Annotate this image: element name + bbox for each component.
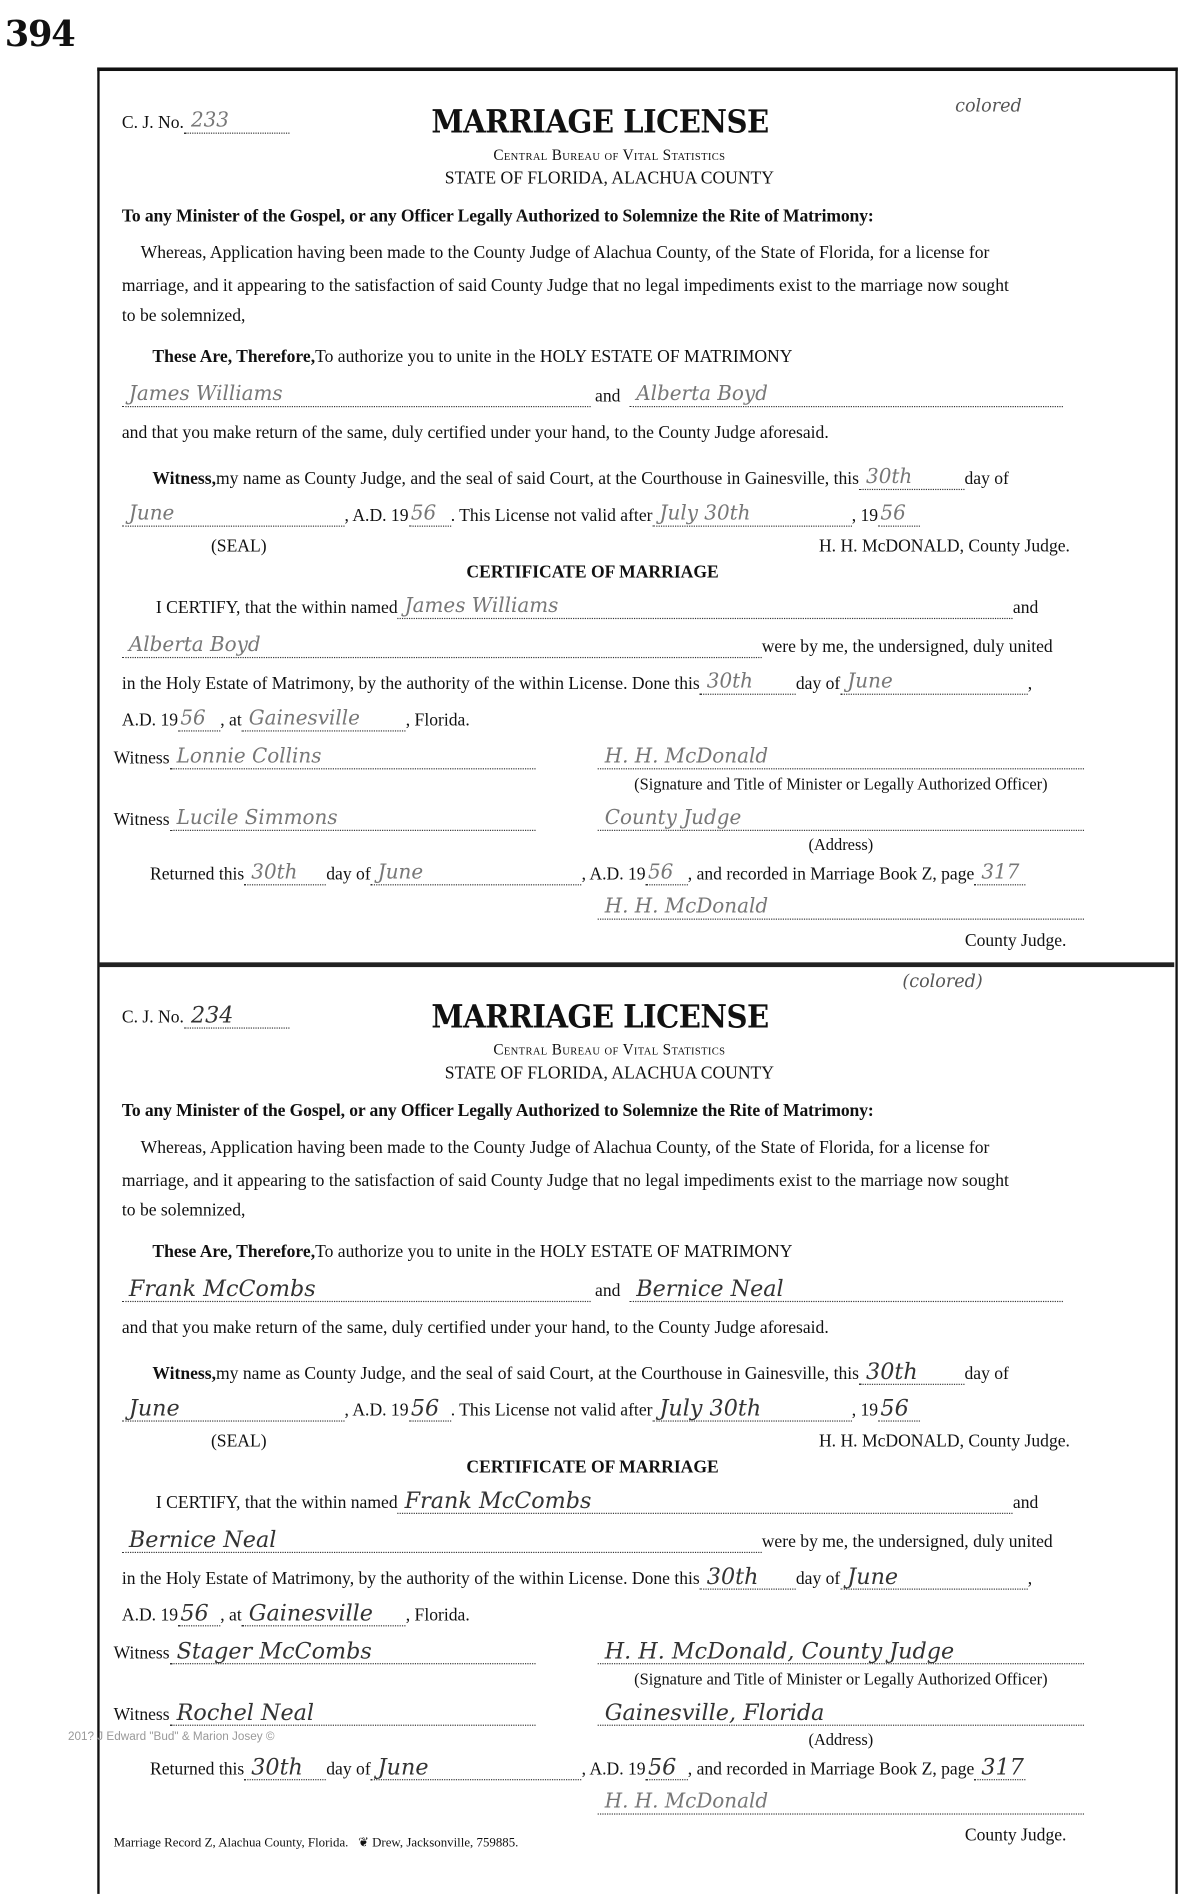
cert-name-1-field: [398, 594, 1013, 619]
witness-2-line: [114, 808, 536, 830]
ad-label: , A.D. 19: [344, 506, 409, 526]
valid-after-field-handwriting: July 30th: [659, 1395, 762, 1422]
valid-year-field-handwriting: 56: [880, 501, 906, 526]
witness-line: [152, 1358, 1009, 1385]
signature-caption: (Signature and Title of Minister or Legally Authorized Officer): [634, 776, 1048, 795]
valid-year-label: , 19: [851, 1401, 879, 1421]
witness-bold: Witness,: [152, 1364, 217, 1384]
returned-month-field-handwriting: June: [377, 860, 424, 885]
cert-name-2-field-handwriting: Alberta Boyd: [128, 633, 261, 657]
done-year-field: [178, 706, 220, 731]
done-line: [121, 669, 1033, 694]
place-field-handwriting: Gainesville: [248, 1600, 373, 1627]
and-label: and: [595, 387, 621, 407]
returned-month-field-handwriting: June: [377, 1754, 429, 1781]
whereas-2: [122, 1171, 1009, 1192]
done-month-field: [840, 1563, 1028, 1590]
groom-name-field-handwriting: Frank McCombs: [128, 1276, 316, 1303]
officer-signature-line: [598, 744, 1084, 769]
valid-after-field: [652, 1395, 851, 1422]
judge-signature-line: [598, 894, 1084, 919]
these-are-label: These Are, Therefore,: [152, 1242, 316, 1262]
footer-printer: Drew, Jacksonville, 759885.: [372, 1835, 519, 1851]
address-line: To any Minister of the Gospel, or any Officer Legally Authorized to Solemnize the Rite of Matrimony:: [121, 207, 874, 227]
witness-1-label: Witness: [113, 749, 170, 769]
issue-month-field-handwriting: June: [128, 501, 175, 526]
returned-day-field-handwriting: 30th: [251, 1754, 303, 1781]
done-month-field-handwriting: June: [847, 669, 893, 694]
issue-year-field-handwriting: 56: [410, 501, 437, 526]
book-page-field-handwriting: 317: [981, 1754, 1024, 1781]
address-caption: (Address): [808, 1731, 874, 1750]
place-field: [242, 706, 406, 731]
comma: ,: [1027, 1569, 1033, 1589]
book-page-field: [974, 860, 1026, 885]
valid-year-field-handwriting: 56: [880, 1395, 909, 1422]
and-label: and: [595, 1281, 621, 1301]
returned-day-field: [244, 1754, 326, 1781]
certify-label: I CERTIFY, that the within named: [155, 598, 398, 618]
witness-text: my name as County Judge, and the seal of said Court, at the Courthouse in Gainesville, this: [216, 1364, 860, 1384]
day-of-label: day of: [964, 1364, 1009, 1384]
bride-name-field: [629, 1276, 1063, 1303]
day-of-label: day of: [964, 469, 1009, 489]
judge-signature-field: [598, 1789, 1084, 1814]
ad-line-label: A.D. 19: [121, 1606, 179, 1626]
returned-line: [150, 1754, 1026, 1781]
page-number: 394: [4, 14, 75, 56]
returned-day-field: [244, 860, 326, 885]
not-valid-label: . This License not valid after: [450, 1401, 653, 1421]
united-line: [122, 1526, 1053, 1554]
recorded-label: , and recorded in Marriage Book Z, page: [687, 865, 975, 885]
returned-year-field-handwriting: 56: [647, 860, 674, 885]
certificate-title-line: [466, 562, 718, 583]
issue-year-field: [409, 1395, 451, 1422]
issue-year-field: [409, 501, 451, 526]
witness-text: my name as County Judge, and the seal of said Court, at the Courthouse in Gainesville, this: [216, 469, 860, 489]
bureau-subtitle: Central Bureau of Vital Statistics: [493, 145, 726, 164]
issue-month-field: [122, 1395, 345, 1422]
officer-address-field-handwriting: County Judge: [604, 806, 742, 830]
judge-signature-field-handwriting: H. H. McDonald: [604, 894, 769, 919]
seal-line: [211, 536, 267, 557]
county-judge-label: County Judge.: [964, 931, 1067, 951]
issue-day-field: [859, 465, 964, 490]
ad-label: , A.D. 19: [344, 1401, 409, 1421]
salutation-line: [122, 206, 874, 227]
done-month-field-handwriting: June: [847, 1563, 899, 1590]
day-of-label-3: day of: [326, 1760, 371, 1780]
whereas-3: [122, 1200, 246, 1221]
license-title: MARRIAGE LICENSE: [431, 104, 769, 141]
bride-name-field-handwriting: Alberta Boyd: [636, 382, 768, 407]
witness-1-field: [170, 744, 536, 769]
these-are-text: To authorize you to unite in the HOLY ESTATE OF MATRIMONY: [315, 1242, 793, 1262]
done-day-field-handwriting: 30th: [706, 1563, 759, 1590]
witness-2-label: Witness: [113, 810, 170, 830]
done-month-field: [840, 669, 1028, 694]
returned-label: Returned this: [150, 865, 245, 885]
done-year-field-handwriting: 56: [180, 706, 206, 731]
witness-2-field: [170, 1699, 536, 1726]
county-judge-line: [820, 930, 1066, 951]
officer-address-field-handwriting: Gainesville, Florida: [604, 1699, 825, 1726]
county-judge-label: County Judge.: [964, 1826, 1067, 1846]
comma: ,: [1027, 674, 1033, 694]
cert-name-2-field-handwriting: Bernice Neal: [128, 1526, 277, 1554]
return-instruction: and that you make return of the same, duly certified under your hand, to the County Judge aforesaid.: [121, 1318, 829, 1338]
ad-line-label: A.D. 19: [121, 711, 179, 731]
groom-name-field: [122, 1276, 591, 1303]
witness-bold: Witness,: [152, 469, 217, 489]
race-note: (colored): [902, 970, 983, 992]
place-field-handwriting: Gainesville: [248, 706, 360, 731]
place-line: [121, 706, 470, 731]
witness-1-line: [113, 1638, 536, 1665]
certificate-title: CERTIFICATE OF MARRIAGE: [466, 1458, 719, 1478]
valid-after-field-handwriting: July 30th: [659, 501, 751, 526]
done-line: [121, 1563, 1033, 1590]
witness-1-line: [113, 744, 536, 769]
issue-year-field-handwriting: 56: [410, 1395, 440, 1422]
not-valid-label: . This License not valid after: [450, 506, 653, 526]
and-label-2: and: [1012, 1493, 1039, 1513]
witness-1-field: [170, 1638, 536, 1665]
bureau-subtitle: Central Bureau of Vital Statistics: [493, 1040, 726, 1059]
judge-name: H. H. McDONALD, County Judge.: [818, 1432, 1070, 1452]
valid-after-field: [652, 501, 851, 526]
issue-month-field: [122, 501, 345, 526]
valid-year-label: , 19: [851, 506, 879, 526]
place-field: [242, 1600, 406, 1627]
valid-year-field: [878, 1395, 920, 1422]
copyright-watermark: 201? J Edward "Bud" & Marion Josey ©: [67, 1730, 275, 1744]
place-line: [121, 1600, 470, 1627]
officer-signature-field-handwriting: H. H. McDonald: [604, 744, 769, 769]
state-county: STATE OF FLORIDA, ALACHUA COUNTY: [444, 169, 774, 189]
issue-day-field-handwriting: 30th: [866, 465, 913, 489]
whereas-2: [122, 276, 1009, 297]
section-divider: [98, 962, 1174, 967]
done-year-field: [178, 1600, 220, 1627]
done-day-field-handwriting: 30th: [706, 669, 753, 694]
witness-2-field-handwriting: Lucile Simmons: [176, 806, 338, 830]
footer: [114, 1835, 519, 1850]
witness-1-label: Witness: [113, 1644, 170, 1664]
ad-label-3: , A.D. 19: [581, 865, 646, 885]
witness-1-field-handwriting: Lonnie Collins: [176, 744, 322, 769]
address-line: To any Minister of the Gospel, or any Officer Legally Authorized to Solemnize the Rite of Matrimony:: [121, 1102, 874, 1121]
cert-name-1-field: [398, 1487, 1013, 1514]
were-by-me-label: were by me, the undersigned, duly united: [761, 1532, 1053, 1552]
county-judge-line: [820, 1825, 1066, 1846]
names-line: [122, 1276, 1063, 1303]
seal-line: [211, 1431, 267, 1452]
officer-address-field: [598, 1699, 1084, 1726]
judge-name-line: [768, 1431, 1070, 1452]
at-label: , at: [220, 711, 242, 731]
date-line: [122, 1395, 920, 1422]
judge-signature-field: [598, 894, 1084, 919]
valid-year-field: [878, 501, 920, 526]
were-by-me-label: were by me, the undersigned, duly united: [761, 638, 1053, 657]
groom-name-field: [122, 382, 591, 407]
cert-name-1-field-handwriting: James Williams: [404, 594, 559, 618]
returned-day-field-handwriting: 30th: [251, 860, 298, 885]
names-line: [122, 382, 1063, 407]
witness-2-label: Witness: [113, 1705, 170, 1725]
printer-mark-icon: ❦: [358, 1835, 369, 1851]
day-of-label-2: day of: [795, 674, 841, 694]
at-label: , at: [220, 1606, 242, 1626]
return-line: [122, 1317, 829, 1338]
whereas-line-1: Whereas, Application having been made to the County Judge of Alachua County, of the State of Florida, for a license for: [140, 1138, 990, 1158]
certificate-title: CERTIFICATE OF MARRIAGE: [466, 563, 719, 583]
cj-number-field-handwriting: 233: [190, 108, 229, 133]
officer-signature-field-handwriting: H. H. McDonald, County Judge: [604, 1638, 955, 1665]
return-line: [122, 423, 829, 444]
recorded-label: , and recorded in Marriage Book Z, page: [687, 1760, 975, 1780]
judge-signature-line: [598, 1789, 1084, 1814]
witness-2-line: [113, 1699, 536, 1726]
whereas-line-1: Whereas, Application having been made to the County Judge of Alachua County, of the State of Florida, for a license for: [140, 243, 990, 263]
these-are-text: To authorize you to unite in the HOLY ESTATE OF MATRIMONY: [315, 348, 793, 367]
officer-signature-field: [598, 1638, 1084, 1665]
officer-address-line: [598, 808, 1084, 830]
united-line: [122, 633, 1053, 658]
cj-label: C. J. No.: [121, 113, 184, 133]
officer-signature-line: [598, 1638, 1084, 1665]
returned-line: [150, 860, 1026, 885]
officer-address-field: [598, 808, 1084, 830]
footer-record: Marriage Record Z, Alachua County, Florida.: [113, 1835, 349, 1851]
these-are-line: [152, 347, 792, 368]
signature-caption: (Signature and Title of Minister or Legally Authorized Officer): [634, 1671, 1048, 1690]
done-year-field-handwriting: 56: [180, 1600, 209, 1627]
day-of-label-2: day of: [795, 1569, 841, 1589]
ad-label-3: , A.D. 19: [581, 1760, 646, 1780]
state-county: STATE OF FLORIDA, ALACHUA COUNTY: [444, 1064, 774, 1084]
done-day-field: [700, 1563, 796, 1590]
issue-day-field-handwriting: 30th: [866, 1358, 918, 1385]
whereas-line-2: marriage, and it appearing to the satisfaction of said County Judge that no legal impediments exist to the marriage now sought: [121, 276, 1009, 296]
certify-label: I CERTIFY, that the within named: [155, 1493, 398, 1513]
cert-name-1-field-handwriting: Frank McCombs: [404, 1487, 592, 1514]
seal-label: (SEAL): [210, 1432, 267, 1452]
holy-estate-label: in the Holy Estate of Matrimony, by the authority of the within License. Done this: [121, 1569, 700, 1589]
returned-month-field: [371, 1754, 582, 1781]
certify-line: [155, 1487, 1039, 1514]
whereas-3: [122, 305, 246, 326]
officer-signature-field: [598, 744, 1084, 769]
returned-year-field-handwriting: 56: [647, 1754, 677, 1781]
seal-label: (SEAL): [210, 537, 267, 557]
return-instruction: and that you make return of the same, duly certified under your hand, to the County Judge aforesaid.: [121, 423, 829, 443]
book-page-field-handwriting: 317: [981, 860, 1020, 885]
day-of-label-3: day of: [326, 865, 371, 885]
whereas-1: [141, 1138, 990, 1159]
and-label-2: and: [1012, 598, 1039, 618]
witness-1-field-handwriting: Stager McCombs: [176, 1638, 372, 1665]
certify-line: [155, 594, 1039, 619]
cj-number-field-handwriting: 234: [190, 1002, 234, 1029]
cert-name-2-field: [122, 633, 762, 658]
judge-name: H. H. McDONALD, County Judge.: [818, 537, 1070, 557]
returned-year-field: [646, 1754, 688, 1781]
license-title: MARRIAGE LICENSE: [431, 999, 769, 1036]
bride-name-field-handwriting: Bernice Neal: [636, 1276, 784, 1303]
holy-estate-label: in the Holy Estate of Matrimony, by the authority of the within License. Done this: [121, 674, 700, 694]
florida-label: , Florida.: [405, 711, 470, 731]
florida-label: , Florida.: [405, 1606, 470, 1626]
date-line: [122, 501, 920, 526]
address-caption: (Address): [808, 836, 874, 855]
these-are-label: These Are, Therefore,: [152, 348, 316, 367]
race-note: colored: [955, 94, 1022, 117]
book-page-field: [974, 1754, 1026, 1781]
whereas-line-3: to be solemnized,: [121, 1201, 246, 1221]
returned-label: Returned this: [150, 1760, 245, 1780]
whereas-line-2: marriage, and it appearing to the satisfaction of said County Judge that no legal impediments exist to the marriage now sought: [121, 1171, 1009, 1191]
whereas-1: [141, 243, 990, 264]
bride-name-field: [629, 382, 1063, 407]
returned-year-field: [646, 860, 688, 885]
certificate-title-line: [466, 1457, 718, 1478]
issue-month-field-handwriting: June: [128, 1395, 180, 1422]
salutation-line: [122, 1101, 874, 1122]
witness-2-field: [170, 808, 536, 830]
judge-name-line: [768, 536, 1070, 557]
whereas-line-3: to be solemnized,: [121, 306, 246, 326]
groom-name-field-handwriting: James Williams: [128, 382, 283, 407]
issue-day-field: [859, 1358, 964, 1385]
officer-address-line: [598, 1699, 1084, 1726]
witness-2-field-handwriting: Rochel Neal: [176, 1699, 315, 1726]
done-day-field: [700, 669, 796, 694]
cert-name-2-field: [122, 1526, 762, 1554]
returned-month-field: [371, 860, 582, 885]
cj-label: C. J. No.: [121, 1008, 184, 1028]
these-are-line: [152, 1242, 792, 1263]
judge-signature-field-handwriting: H. H. McDonald: [604, 1789, 769, 1814]
witness-line: [152, 465, 1009, 490]
